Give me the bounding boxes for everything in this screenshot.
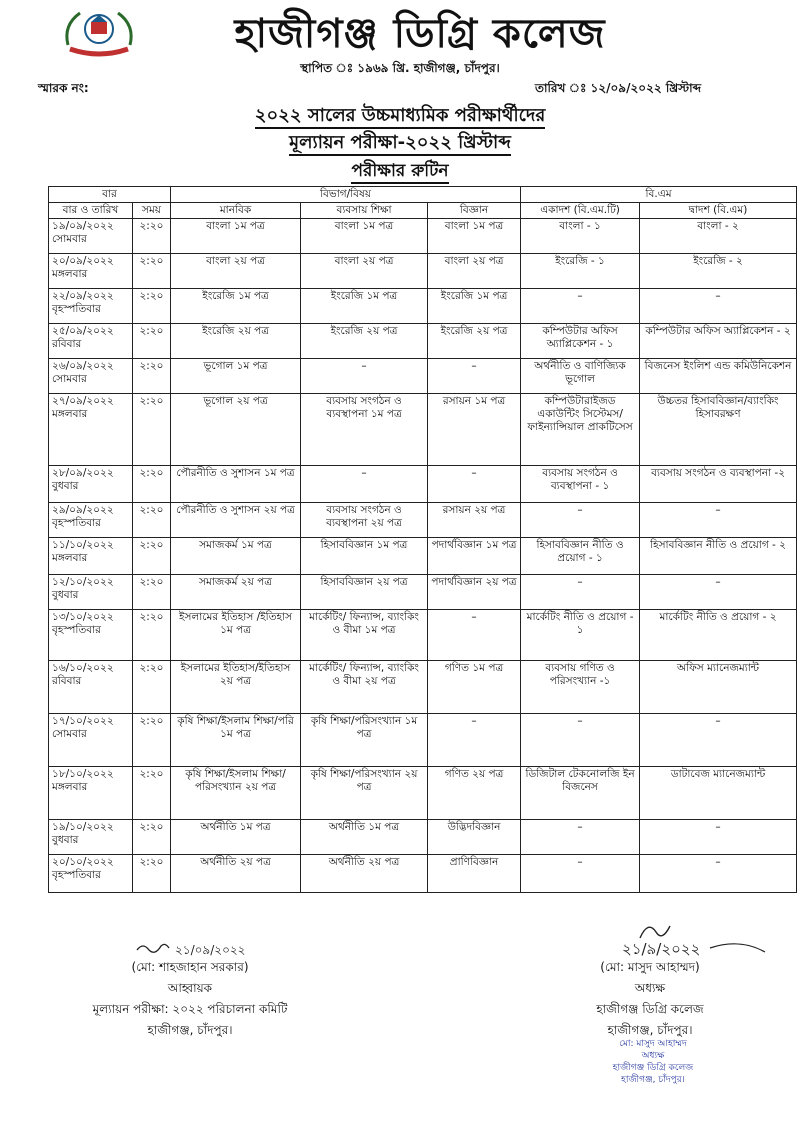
exam-routine-table (48, 186, 797, 893)
cell-date: ২৭/০৯/২০২২ (52, 395, 114, 407)
cell-bmt-11: অর্থনীতি ও বাণিজ্যিক ভূগোল (521, 359, 640, 394)
cell-science: – (428, 466, 521, 503)
cell-business: কৃষি শিক্ষা/পরিসংখ্যান ১ম পত্র (301, 714, 428, 767)
cell-date-day (49, 254, 133, 289)
cell-date: ১৯/১০/২০২২ (52, 821, 114, 833)
cell-time: ২:২০ (133, 466, 171, 503)
cell-humanities: পৌরনীতি ও সুশাসন ২য় পত্র (171, 503, 301, 538)
col-header-bm-12: দ্বাদশ (বি.এম) (640, 203, 797, 219)
table-row (49, 503, 797, 538)
cell-bm-12: মার্কেটিং নীতি ও প্রয়োগ - ২ (640, 610, 797, 661)
table-row (49, 575, 797, 610)
title-line-2: মূল্যায়ন পরীক্ষা-২০২২ খ্রিস্টাব্দ (0, 128, 800, 159)
cell-bm-12: অফিস ম্যানেজম্যান্ট (640, 661, 797, 714)
cell-business: কৃষি শিক্ষা/পরিসংখ্যান ২য় পত্র (301, 767, 428, 820)
cell-bm-12: – (640, 714, 797, 767)
cell-date: ২০/০৯/২০২২ (52, 255, 114, 267)
cell-bm-12: ডাটাবেজ ম্যানেজম্যান্ট (640, 767, 797, 820)
cell-bm-12: – (640, 503, 797, 538)
cell-humanities: কৃষি শিক্ষা/ইসলাম শিক্ষা/পরি ১ম পত্র (171, 714, 301, 767)
cell-bm-12: – (640, 855, 797, 893)
routine-body (49, 219, 797, 893)
college-name: হাজীগঞ্জ ডিগ্রি কলেজ (234, 10, 606, 57)
cell-science: পদার্থবিজ্ঞান ১ম পত্র (428, 538, 521, 575)
cell-business: ব্যবসায় সংগঠন ও ব্যবস্থাপনা ২য় পত্র (301, 503, 428, 538)
issue-date: তারিখ ঃ ১২/০৯/২০২২ খ্রিস্টাব্দ (535, 81, 702, 95)
cell-date-day (49, 820, 133, 855)
right-signatory-role: অধ্যক্ষ (634, 981, 666, 995)
cell-day: বৃহস্পতিবার (52, 869, 101, 881)
cell-bmt-11: ডিজিটাল টেকনোলজি ইন বিজনেস (521, 767, 640, 820)
cell-day: বুধবার (52, 834, 79, 846)
cell-day: বৃহস্পতিবার (52, 624, 101, 636)
cell-bm-12: ব্যবসায় সংগঠন ও ব্যবস্থাপনা -২ (640, 466, 797, 503)
title-line-1: ২০২২ সালের উচ্চমাধ্যমিক পরীক্ষার্থীদের (0, 101, 800, 132)
cell-bm-12: – (640, 575, 797, 610)
cell-time: ২:২০ (133, 324, 171, 359)
cell-bm-12: হিসাববিজ্ঞান নীতি ও প্রয়োগ - ২ (640, 538, 797, 575)
cell-date-day (49, 855, 133, 893)
cell-day: বৃহস্পতিবার (52, 517, 101, 529)
col-header-science: বিজ্ঞান (428, 203, 521, 219)
cell-date: ১৮/১০/২০২২ (52, 768, 114, 780)
cell-bmt-11: – (521, 714, 640, 767)
cell-bmt-11: – (521, 503, 640, 538)
svg-text:২১/৯/২০২২: ২১/৯/২০২২ (622, 940, 701, 958)
cell-time: ২:২০ (133, 855, 171, 893)
cell-date: ১৩/১০/২০২২ (52, 611, 114, 623)
cell-humanities: ভূগোল ১ম পত্র (171, 359, 301, 394)
cell-science: রসায়ন ১ম পত্র (428, 394, 521, 466)
cell-bmt-11: হিসাববিজ্ঞান নীতি ও প্রয়োগ - ১ (521, 538, 640, 575)
title-line-3: পরীক্ষার রুটিন (0, 158, 800, 186)
cell-date: ১৬/১০/২০২২ (52, 662, 114, 674)
cell-bmt-11: কম্পিউটার অফিস অ্যাপ্লিকেশন - ১ (521, 324, 640, 359)
cell-science: বাংলা ১ম পত্র (428, 219, 521, 254)
cell-day: সোমবার (52, 373, 87, 385)
cell-date-day (49, 359, 133, 394)
svg-text:২১/০৯/২০২২: ২১/০৯/২০২২ (175, 943, 246, 957)
stamp-line-3: হাজীগঞ্জ ডিগ্রি কলেজ (612, 1063, 694, 1073)
cell-humanities: বাংলা ২য় পত্র (171, 254, 301, 289)
cell-date: ১৭/১০/২০২২ (52, 715, 114, 727)
cell-day: মঙ্গলবার (52, 268, 88, 280)
memo-label: স্মারক নং: (38, 81, 89, 95)
cell-date-day (49, 714, 133, 767)
cell-bmt-11: – (521, 855, 640, 893)
group-header-division: বিভাগ/বিষয় (171, 187, 521, 203)
column-header-row (49, 203, 797, 219)
cell-time: ২:২০ (133, 394, 171, 466)
cell-date: ২৮/০৯/২০২২ (52, 467, 114, 479)
cell-day: সোমবার (52, 728, 87, 740)
cell-bm-12: – (640, 820, 797, 855)
cell-time: ২:২০ (133, 219, 171, 254)
cell-science: পদার্থবিজ্ঞান ২য় পত্র (428, 575, 521, 610)
cell-date-day (49, 289, 133, 324)
cell-day: মঙ্গলবার (52, 781, 88, 793)
cell-science: প্রাণিবিজ্ঞান (428, 855, 521, 893)
cell-science: ইংরেজি ২য় পত্র (428, 324, 521, 359)
cell-humanities: ইংরেজি ২য় পত্র (171, 324, 301, 359)
cell-business: – (301, 466, 428, 503)
cell-science: বাংলা ২য় পত্র (428, 254, 521, 289)
cell-science: – (428, 610, 521, 661)
right-signature-block (550, 957, 750, 1041)
cell-date: ১৯/০৯/২০২২ (52, 220, 114, 232)
cell-day: রবিবার (52, 675, 82, 687)
cell-business: মার্কেটিং/ ফিন্যান্স, ব্যাংকিং ও বীমা ২য় পত্র (301, 661, 428, 714)
group-header-bm: বি.এম (521, 187, 797, 203)
left-place: হাজীগঞ্জ, চাঁদপুর। (147, 1023, 233, 1037)
cell-day: সোমবার (52, 233, 87, 245)
cell-business: বাংলা ১ম পত্র (301, 219, 428, 254)
cell-date-day (49, 538, 133, 575)
cell-humanities: ইংরেজি ১ম পত্র (171, 289, 301, 324)
cell-bmt-11: – (521, 289, 640, 324)
table-row (49, 289, 797, 324)
cell-date: ২৫/০৯/২০২২ (52, 325, 114, 337)
cell-bm-12: – (640, 289, 797, 324)
cell-humanities: ভূগোল ২য় পত্র (171, 394, 301, 466)
cell-humanities: অর্থনীতি ১ম পত্র (171, 820, 301, 855)
table-row (49, 394, 797, 466)
cell-date-day (49, 394, 133, 466)
table-row (49, 714, 797, 767)
cell-date-day (49, 466, 133, 503)
cell-day: বুধবার (52, 589, 79, 601)
col-header-business: ব্যবসায় শিক্ষা (301, 203, 428, 219)
cell-science: রসায়ন ২য় পত্র (428, 503, 521, 538)
cell-business: অর্থনীতি ২য় পত্র (301, 855, 428, 893)
cell-date-day (49, 610, 133, 661)
left-signature-block (40, 957, 340, 1041)
cell-time: ২:২০ (133, 503, 171, 538)
table-row (49, 538, 797, 575)
right-place: হাজীগঞ্জ, চাঁদপুর। (607, 1023, 693, 1037)
cell-time: ২:২০ (133, 254, 171, 289)
table-row (49, 359, 797, 394)
cell-time: ২:২০ (133, 661, 171, 714)
cell-date: ২৯/০৯/২০২২ (52, 504, 114, 516)
cell-science: উদ্ভিদবিজ্ঞান (428, 820, 521, 855)
cell-date-day (49, 324, 133, 359)
cell-date-day (49, 767, 133, 820)
cell-business: অর্থনীতি ১ম পত্র (301, 820, 428, 855)
cell-time: ২:২০ (133, 610, 171, 661)
table-row (49, 820, 797, 855)
table-row (49, 466, 797, 503)
cell-humanities: সমাজকর্ম ১ম পত্র (171, 538, 301, 575)
cell-business: হিসাববিজ্ঞান ২য় পত্র (301, 575, 428, 610)
college-logo (58, 5, 140, 61)
cell-date: ১২/১০/২০২২ (52, 576, 114, 588)
cell-day: মঙ্গলবার (52, 408, 88, 420)
cell-science: – (428, 359, 521, 394)
cell-date: ২০/১০/২০২২ (52, 856, 114, 868)
table-row (49, 661, 797, 714)
cell-bm-12: বাংলা - ২ (640, 219, 797, 254)
table-row (49, 254, 797, 289)
cell-bmt-11: বাংলা - ১ (521, 219, 640, 254)
cell-date-day (49, 575, 133, 610)
col-header-date: বার ও তারিখ (49, 203, 133, 219)
group-header-bar: বার (49, 187, 171, 203)
cell-bm-12: বিজনেস ইংলিশ এন্ড কমিউনিকেশন (640, 359, 797, 394)
cell-humanities: পৌরনীতি ও সুশাসন ১ম পত্র (171, 466, 301, 503)
table-row (49, 324, 797, 359)
col-header-time: সময় (133, 203, 171, 219)
left-signatory-name: (মো: শাহজাহান সরকার) (131, 960, 249, 974)
cell-humanities: বাংলা ১ম পত্র (171, 219, 301, 254)
cell-bmt-11: – (521, 820, 640, 855)
cell-time: ২:২০ (133, 538, 171, 575)
cell-science: গণিত ২য় পত্র (428, 767, 521, 820)
col-header-humanities: মানবিক (171, 203, 301, 219)
cell-bmt-11: ব্যবসায় সংগঠন ও ব্যবস্থাপনা - ১ (521, 466, 640, 503)
cell-time: ২:২০ (133, 359, 171, 394)
cell-date: ১১/১০/২০২২ (52, 539, 114, 551)
cell-business: মার্কেটিং/ ফিন্যান্স, ব্যাংকিং ও বীমা ১ম পত্র (301, 610, 428, 661)
cell-humanities: ইসলামের ইতিহাস /ইতিহাস ১ম পত্র (171, 610, 301, 661)
cell-date-day (49, 503, 133, 538)
left-signatory-role: আহ্বায়ক (167, 981, 213, 995)
cell-business: ইংরেজি ১ম পত্র (301, 289, 428, 324)
left-committee: মূল্যায়ন পরীক্ষা: ২০২২ পরিচালনা কমিটি (92, 1002, 288, 1016)
cell-bm-12: কম্পিউটার অফিস অ্যাপ্লিকেশন - ২ (640, 324, 797, 359)
table-row (49, 610, 797, 661)
cell-date: ২২/০৯/২০২২ (52, 290, 114, 302)
cell-day: রবিবার (52, 338, 82, 350)
cell-time: ২:২০ (133, 820, 171, 855)
cell-bm-12: ইংরেজি - ২ (640, 254, 797, 289)
cell-day: মঙ্গলবার (52, 552, 88, 564)
cell-time: ২:২০ (133, 714, 171, 767)
cell-humanities: কৃষি শিক্ষা/ইসলাম শিক্ষা/পরিসংখ্যান ২য় পত্র (171, 767, 301, 820)
cell-time: ২:২০ (133, 289, 171, 324)
cell-day: বৃহস্পতিবার (52, 303, 101, 315)
cell-bmt-11: কম্পিউটারাইজড একাউন্টিং সিস্টেমস/ ফাইন্যান্সিয়াল প্রাকটিসেস (521, 394, 640, 466)
cell-business: ব্যবসায় সংগঠন ও ব্যবস্থাপনা ১ম পত্র (301, 394, 428, 466)
cell-humanities: অর্থনীতি ২য় পত্র (171, 855, 301, 893)
cell-date-day (49, 661, 133, 714)
stamp-line-2: অধ্যক্ষ (641, 1051, 665, 1061)
col-header-bmt-11: একাদশ (বি.এম.টি) (521, 203, 640, 219)
table-row (49, 855, 797, 893)
cell-day: বুধবার (52, 480, 79, 492)
cell-humanities: ইসলামের ইতিহাস/ইতিহাস ২য় পত্র (171, 661, 301, 714)
cell-business: বাংলা ২য় পত্র (301, 254, 428, 289)
cell-time: ২:২০ (133, 767, 171, 820)
cell-bmt-11: ব্যবসায় গণিত ও পরিসংখ্যান -১ (521, 661, 640, 714)
table-row (49, 767, 797, 820)
stamp-line-1: মো: মাসুদ আহাম্মদ (619, 1039, 687, 1049)
cell-bmt-11: – (521, 575, 640, 610)
left-signature-scribble (135, 940, 250, 958)
cell-bmt-11: মার্কেটিং নীতি ও প্রয়োগ - ১ (521, 610, 640, 661)
principal-stamp (578, 1038, 728, 1086)
cell-science: – (428, 714, 521, 767)
cell-science: গণিত ১ম পত্র (428, 661, 521, 714)
cell-bm-12: উচ্চতর হিসাববিজ্ঞান/ব্যাংকিং হিসাবরক্ষণ (640, 394, 797, 466)
cell-business: ইংরেজি ২য় পত্র (301, 324, 428, 359)
right-signatory-name: (মো: মাসুদ আহাম্মদ) (600, 960, 700, 974)
cell-bmt-11: ইংরেজি - ১ (521, 254, 640, 289)
cell-business: – (301, 359, 428, 394)
group-header-row (49, 187, 797, 203)
cell-date: ২৬/০৯/২০২২ (52, 360, 114, 372)
cell-humanities: সমাজকর্ম ২য় পত্র (171, 575, 301, 610)
right-college: হাজীগঞ্জ ডিগ্রি কলেজ (596, 1002, 704, 1016)
established-line: স্থাপিত ঃ ১৯৬৯ খ্রি. হাজীগঞ্জ, চাঁদপুর। (300, 61, 500, 75)
cell-business: হিসাববিজ্ঞান ১ম পত্র (301, 538, 428, 575)
cell-science: ইংরেজি ১ম পত্র (428, 289, 521, 324)
table-row (49, 219, 797, 254)
cell-date-day (49, 219, 133, 254)
stamp-line-4: হাজীগঞ্জ, চাঁদপুর। (621, 1075, 685, 1085)
cell-time: ২:২০ (133, 575, 171, 610)
